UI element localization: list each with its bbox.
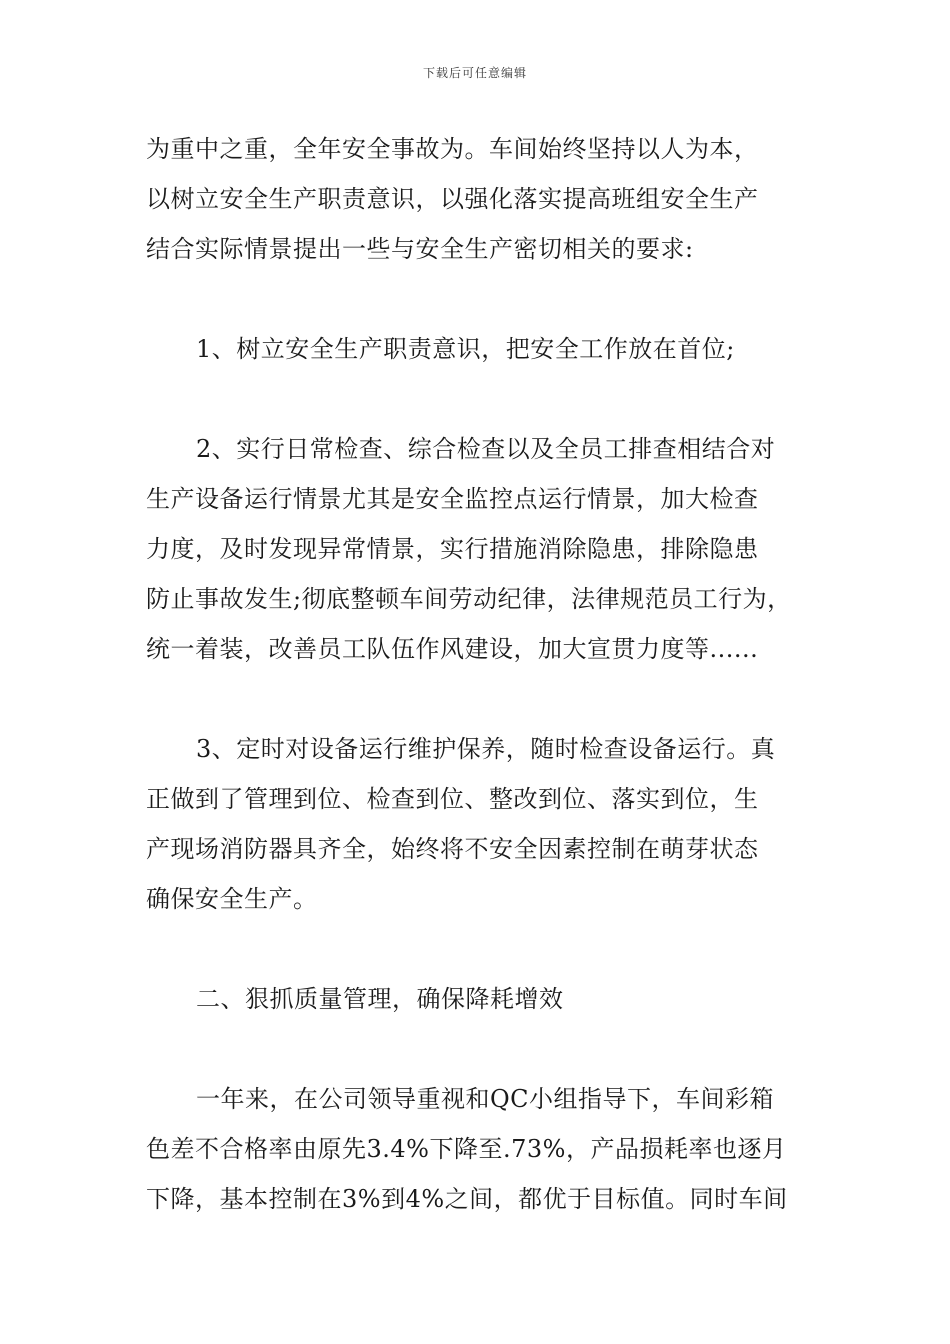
list-item-2-line-2: 生产设备运行情景尤其是安全监控点运行情景，加大检查: [146, 485, 759, 513]
text-line-2: 以树立安全生产职责意识，以强化落实提高班组安全生产: [146, 185, 759, 213]
list-item-3-line-4: 确保安全生产。: [146, 885, 318, 913]
paragraph-line-1: 一年来，在公司领导重视和QC小组指导下，车间彩箱: [196, 1085, 775, 1113]
list-item-2-line-4: 防止事故发生;彻底整顿车间劳动纪律，法律规范员工行为，: [146, 585, 792, 613]
page-header: 下载后可任意编辑: [422, 66, 527, 80]
text-line-3: 结合实际情景提出一些与安全生产密切相关的要求:: [146, 235, 694, 263]
list-item-3-line-3: 产现场消防器具齐全，始终将不安全因素控制在萌芽状态: [146, 835, 759, 863]
list-item-2-line-5: 统一着装，改善员工队伍作风建设，加大宣贯力度等......: [146, 635, 759, 663]
list-item-2-line-3: 力度，及时发现异常情景，实行措施消除隐患，排除隐患: [146, 535, 759, 563]
paragraph-line-2: 色差不合格率由原先3.4%下降至.73%，产品损耗率也逐月: [146, 1135, 787, 1163]
list-item-2-line-1: 2、实行日常检查、综合检查以及全员工排查相结合对: [196, 435, 776, 463]
paragraph-line-3: 下降，基本控制在3%到4%之间，都优于目标值。同时车间: [146, 1185, 788, 1213]
list-item-1: 1、树立安全生产职责意识，把安全工作放在首位;: [196, 335, 735, 363]
text-line-1: 为重中之重，全年安全事故为。车间始终坚持以人为本，: [146, 135, 759, 163]
section-heading: 二、狠抓质量管理，确保降耗增效: [196, 985, 564, 1013]
list-item-3-line-1: 3、定时对设备运行维护保养，随时检查设备运行。真: [196, 735, 776, 763]
list-item-3-line-2: 正做到了管理到位、检查到位、整改到位、落实到位，生: [146, 785, 759, 813]
